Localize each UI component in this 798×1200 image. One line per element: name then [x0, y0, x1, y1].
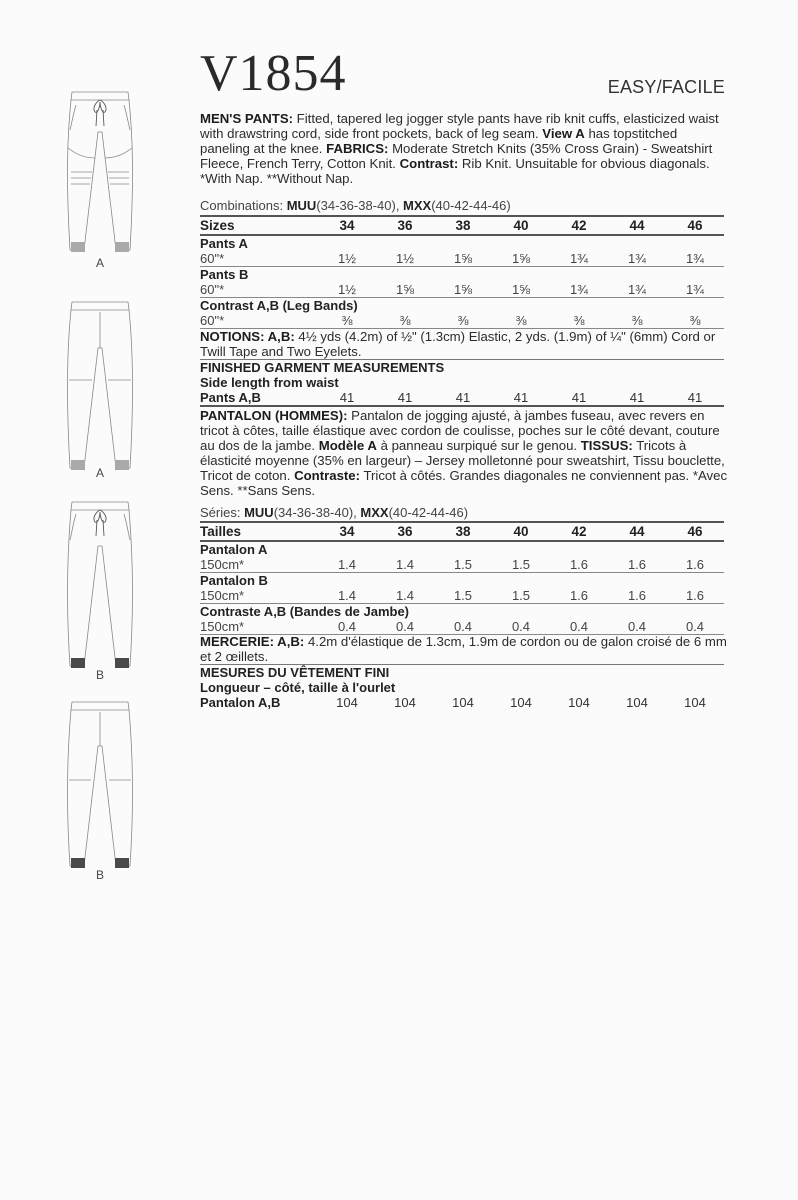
yardage-cell: ⅜ — [318, 313, 376, 329]
finished-value: 41 — [513, 390, 529, 405]
size-header: 38 — [434, 522, 492, 541]
row-name: Pants A — [200, 236, 248, 251]
finished-value: 104 — [452, 695, 474, 710]
combo-mxx: MXX — [403, 198, 432, 213]
finished-value: 104 — [626, 695, 648, 710]
table-group-row — [200, 235, 724, 251]
yardage-cell: 0.4 — [550, 619, 608, 635]
description-title: MEN'S PANTS: — [200, 111, 294, 126]
finished-subtitle: Longueur – côté, taille à l'ourlet — [200, 680, 396, 695]
yardage-cell: 1½ — [376, 251, 434, 267]
divider — [200, 405, 724, 407]
finished-value: 41 — [629, 390, 645, 405]
yardage-cell: 1⅝ — [492, 251, 550, 267]
yardage-cell: 1.6 — [550, 588, 608, 604]
cuff-b-right — [115, 658, 129, 668]
yardage-cell: 1⅝ — [376, 282, 434, 298]
yardage-cell: 1⅝ — [434, 282, 492, 298]
view-label: B — [95, 668, 104, 682]
yardage-cell: 1.4 — [318, 557, 376, 573]
yardage-cell: ⅜ — [550, 313, 608, 329]
yardage-cell: ⅜ — [492, 313, 550, 329]
yardage-cell: 0.4 — [666, 619, 724, 635]
finished-value: 41 — [571, 390, 587, 405]
yardage-cell: 0.4 — [608, 619, 666, 635]
description-text: Pantalon de jogging ajusté, à jambes fuseau, avec revers en tricot à côtes, taille élastique avec cordon de coulisse, poches sur le côté devant, couture au dos de la jambe. — [200, 408, 720, 454]
size-header: 44 — [608, 522, 666, 541]
yardage-cell: 1.4 — [376, 557, 434, 573]
cuff-b-left — [71, 858, 85, 868]
view-a-label: Modèle A — [318, 438, 377, 454]
series-label: Séries: — [200, 505, 245, 520]
view-label: B — [95, 868, 104, 882]
size-header: 42 — [550, 216, 608, 235]
yardage-cell: 1.6 — [608, 588, 666, 604]
table-group-row — [200, 573, 724, 589]
description-text: Fitted, tapered leg jogger style pants have rib knit cuffs, elasticized waist with drawstring cord, side front pockets, back of leg seam. — [200, 111, 719, 142]
yardage-cell: 1.6 — [550, 557, 608, 573]
finished-value: 41 — [339, 390, 355, 405]
fabric-width: 150cm* — [200, 557, 318, 573]
notions-label: NOTIONS: A,B: — [200, 329, 295, 344]
table-group-row — [200, 604, 724, 620]
finished-value: 41 — [455, 390, 471, 405]
size-header: 36 — [376, 522, 434, 541]
pants-front-view-a-icon — [40, 60, 160, 260]
yardage-cell: 1.4 — [376, 588, 434, 604]
french-notions — [200, 634, 730, 664]
contrast-label: Contrast: — [399, 156, 459, 172]
yardage-cell: 1⅝ — [434, 251, 492, 267]
description-title: PANTALON (HOMMES): — [200, 408, 348, 423]
table-row — [200, 282, 724, 298]
yardage-cell: 0.4 — [434, 619, 492, 635]
yardage-cell: 1.5 — [434, 588, 492, 604]
table-row — [200, 251, 724, 267]
yardage-cell: 0.4 — [492, 619, 550, 635]
yardage-cell: 1.6 — [666, 557, 724, 573]
combo-muu: MUU — [286, 198, 317, 213]
combo-mxx-sizes: (40-42-44-46) — [431, 198, 511, 213]
row-name: Pants B — [200, 267, 249, 282]
finished-value: 41 — [687, 390, 703, 405]
yardage-cell: 1¾ — [608, 251, 666, 267]
yardage-cell: ⅜ — [376, 313, 434, 329]
row-name: Contrast A,B (Leg Bands) — [200, 298, 358, 313]
finished-measurements-english — [200, 360, 724, 405]
sketch-view-a-back — [40, 290, 160, 490]
yardage-cell: 1.4 — [318, 588, 376, 604]
finished-value: 104 — [684, 695, 706, 710]
notions-label: MERCERIE: A,B: — [200, 634, 305, 649]
notions-text: 4.2m d'élastique de 1.3cm, 1.9m de cordon ou de galon croisé de 6 mm et 2 œillets. — [200, 634, 727, 665]
yardage-cell: 0.4 — [376, 619, 434, 635]
finished-row-label: Pantalon A,B — [200, 695, 281, 710]
table-row — [200, 313, 724, 329]
description-text: has topstitched paneling at the knee. — [200, 126, 678, 157]
yardage-cell: ⅜ — [608, 313, 666, 329]
yardage-cell: 1.6 — [608, 557, 666, 573]
table-header-row — [200, 522, 724, 541]
finished-title: MESURES DU VÊTEMENT FINI — [200, 665, 390, 680]
yardage-cell: 1¾ — [666, 251, 724, 267]
row-name: Pantalon A — [200, 542, 268, 557]
combo-muu-sizes: (34-36-38-40), — [273, 505, 361, 520]
contrast-text: Tricot à côtés. Grandes diagonales ne conviennent pas. *Avec Sens. **Sans Sens. — [200, 468, 728, 499]
size-header: 34 — [318, 522, 376, 541]
pants-back-view-a-icon — [40, 290, 160, 490]
finished-measurements-french — [200, 665, 724, 710]
finished-row — [200, 390, 724, 405]
view-a-label: View A — [542, 126, 585, 142]
finished-value: 104 — [336, 695, 358, 710]
fabric-width: 60"* — [200, 282, 318, 298]
contrast-label: Contraste: — [294, 468, 361, 484]
contrast-text: Rib Knit. Unsuitable for obvious diagonals. *With Nap. **Without Nap. — [200, 156, 710, 187]
view-label: A — [95, 256, 104, 270]
header-label: Tailles — [200, 522, 318, 541]
combo-muu: MUU — [244, 505, 274, 520]
series-line — [200, 505, 468, 520]
size-header: 34 — [318, 216, 376, 235]
row-name: Pantalon B — [200, 573, 268, 588]
size-header: 40 — [492, 522, 550, 541]
yardage-cell: 1¾ — [550, 251, 608, 267]
combinations-line — [200, 198, 511, 213]
size-header: 46 — [666, 216, 724, 235]
cuff-b-right — [115, 858, 129, 868]
fabrics-label: FABRICS: — [326, 141, 389, 157]
fabric-width: 60"* — [200, 313, 318, 329]
table-header-row — [200, 216, 724, 235]
french-description — [200, 408, 730, 499]
fabrics-text: Tricots à élasticité moyenne (35% en largeur) – Jersey molletonné pour sweatshirt, Tissu bouclette, Tricot de coton. — [200, 438, 725, 484]
yardage-table-french — [200, 521, 724, 635]
row-name: Contraste A,B (Bandes de Jambe) — [200, 604, 410, 619]
yardage-cell: 1¾ — [666, 282, 724, 298]
size-header: 38 — [434, 216, 492, 235]
combinations-label: Combinations: — [200, 198, 287, 213]
yardage-cell: 1.6 — [666, 588, 724, 604]
english-notions — [200, 329, 730, 359]
cuff-a-left — [71, 242, 85, 252]
size-header: 36 — [376, 216, 434, 235]
fabrics-text: Moderate Stretch Knits (35% Cross Grain) - Sweatshirt Fleece, French Terry, Cotton Knit. — [200, 141, 713, 172]
yardage-cell: 0.4 — [318, 619, 376, 635]
description-text: à panneau surpiqué sur le genou. — [376, 438, 581, 454]
yardage-cell: 1½ — [318, 282, 376, 298]
table-row — [200, 588, 724, 604]
fabrics-label: TISSUS: — [580, 438, 633, 454]
yardage-cell: 1¾ — [608, 282, 666, 298]
sketch-view-b-back — [40, 696, 160, 896]
size-header: 46 — [666, 522, 724, 541]
table-group-row — [200, 298, 724, 314]
finished-value: 104 — [568, 695, 590, 710]
table-row — [200, 619, 724, 635]
yardage-cell: 1¾ — [550, 282, 608, 298]
finished-value: 104 — [394, 695, 416, 710]
yardage-table-english — [200, 215, 724, 329]
sketch-view-b-front — [40, 496, 160, 696]
yardage-cell: 1.5 — [492, 557, 550, 573]
english-description — [200, 111, 730, 186]
cuff-a-right — [115, 242, 129, 252]
pants-front-view-b-icon — [40, 496, 160, 696]
yardage-cell: 1.5 — [492, 588, 550, 604]
fabric-width: 150cm* — [200, 619, 318, 635]
combo-muu-sizes: (34-36-38-40), — [316, 198, 404, 213]
yardage-cell: ⅜ — [434, 313, 492, 329]
yardage-cell: ⅜ — [666, 313, 724, 329]
cuff-b-left — [71, 658, 85, 668]
yardage-cell: 1⅝ — [492, 282, 550, 298]
pattern-number: V1854 — [200, 45, 347, 102]
size-header: 42 — [550, 522, 608, 541]
yardage-cell: 1½ — [318, 251, 376, 267]
header-label: Sizes — [200, 216, 318, 235]
fabric-width: 60"* — [200, 251, 318, 267]
view-label: A — [95, 466, 104, 480]
size-header: 44 — [608, 216, 666, 235]
table-row — [200, 557, 724, 573]
finished-value: 41 — [397, 390, 413, 405]
difficulty-label: EASY/FACILE — [607, 77, 725, 97]
yardage-cell: 1.5 — [434, 557, 492, 573]
pants-back-view-b-icon — [40, 696, 160, 896]
combo-mxx: MXX — [360, 505, 389, 520]
table-group-row — [200, 267, 724, 283]
finished-row — [200, 695, 724, 710]
finished-value: 104 — [510, 695, 532, 710]
finished-row-label: Pants A,B — [200, 390, 261, 405]
sketch-view-a-front — [40, 60, 160, 270]
combo-mxx-sizes: (40-42-44-46) — [388, 505, 469, 520]
table-group-row — [200, 541, 724, 557]
finished-title: FINISHED GARMENT MEASUREMENTS — [200, 360, 445, 375]
fabric-width: 150cm* — [200, 588, 318, 604]
finished-subtitle: Side length from waist — [200, 375, 339, 390]
notions-text: 4½ yds (4.2m) of ½" (1.3cm) Elastic, 2 yds. (1.9m) of ¼" (6mm) Cord or Twill Tape and Two Eyelets. — [200, 329, 716, 360]
size-header: 40 — [492, 216, 550, 235]
